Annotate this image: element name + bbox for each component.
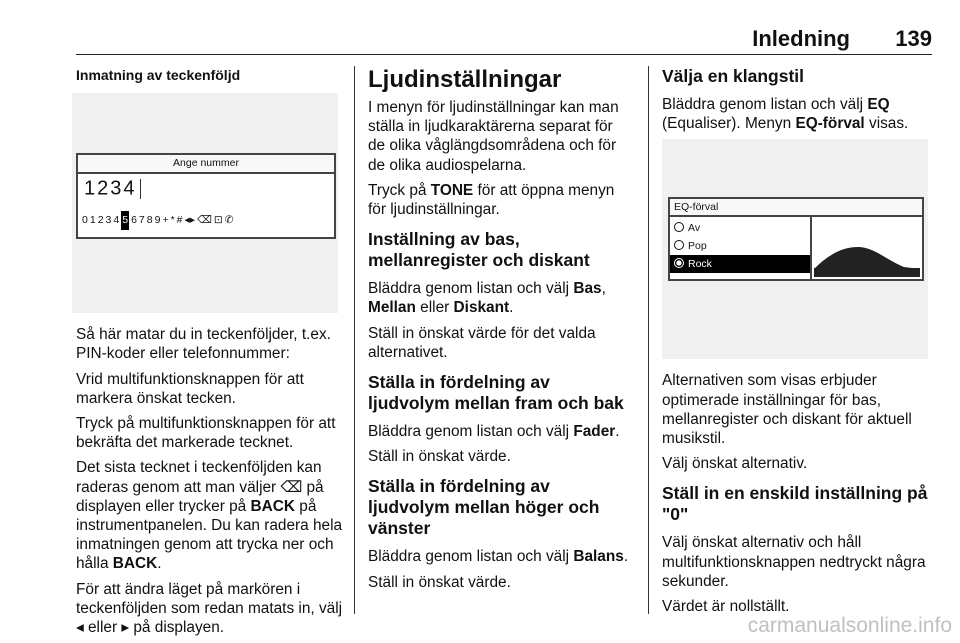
preset-list: [670, 219, 810, 273]
paragraph: Alternativen som visas erbjuder optimerade inställningar för bas, mellanregister och diskant för aktuell musikstil.: [662, 372, 912, 448]
character-key[interactable]: ⊡: [213, 214, 223, 227]
column-3: [662, 66, 928, 622]
paragraph: Bläddra genom listan och välj Balans.: [368, 548, 629, 566]
character-key[interactable]: 4: [113, 214, 120, 227]
page-header: [76, 26, 932, 55]
subheading: Ställa in fördelning av ljudvolym mellan höger och vänster: [368, 476, 600, 539]
radio-icon: [674, 222, 684, 232]
paragraph: Bläddra genom listan och välj Bas, Mellan eller Diskant.: [368, 280, 606, 317]
figure-number-entry: [72, 93, 338, 313]
paragraph: Ställ in önskat värde för det valda alternativet.: [368, 324, 596, 361]
character-key[interactable]: *: [170, 214, 175, 227]
paragraph: Så här matar du in teckenföljder, t.ex. PIN-koder eller telefonnummer:: [76, 326, 331, 363]
chapter-title: Inledning: [752, 26, 850, 51]
preset-option[interactable]: Pop: [670, 237, 810, 255]
column-divider: [354, 66, 355, 614]
radio-icon: [674, 258, 684, 268]
paragraph: Bläddra genom listan och välj EQ (Equaliser). Menyn EQ-förval visas.: [662, 96, 909, 133]
backspace-icon: ⌫: [280, 478, 303, 496]
column-2: [368, 66, 634, 598]
watermark: carmanualsonline.info: [747, 614, 952, 637]
display-screen: [668, 197, 924, 281]
character-key[interactable]: +: [162, 214, 169, 227]
character-key[interactable]: 3: [105, 214, 112, 227]
character-key[interactable]: 9: [154, 214, 161, 227]
paragraph: Välj önskat alternativ och håll multifunktionsknappen nedtryckt några sekunder.: [662, 534, 926, 590]
page-number: 139: [895, 26, 932, 51]
paragraph: För att ändra läget på markören i teckenföljden som redan matats in, välj ◂ eller ▸ på displayen.: [76, 580, 343, 637]
section-heading: Ljudinställningar: [368, 66, 562, 93]
radio-icon: [674, 240, 684, 250]
paragraph: Välj önskat alternativ.: [662, 455, 808, 473]
display-screen: [76, 153, 336, 239]
section-heading: Välja en klangstil: [662, 66, 804, 86]
character-key[interactable]: ⌫: [197, 214, 212, 227]
eq-curve-graphic: [814, 221, 920, 277]
column-1: [76, 66, 344, 643]
character-key[interactable]: 2: [97, 214, 104, 227]
subheading: Inställning av bas, mellanregister och diskant: [368, 229, 590, 271]
character-key[interactable]: 8: [146, 214, 153, 227]
preset-option[interactable]: Rock: [670, 255, 810, 273]
screen-title: EQ-förval: [670, 199, 922, 217]
figure-eq-presets: [662, 139, 928, 359]
screen-title: Ange nummer: [78, 155, 334, 174]
column-divider: [648, 66, 649, 614]
character-key[interactable]: 6: [131, 214, 137, 227]
character-key[interactable]: 0: [82, 214, 88, 227]
character-key[interactable]: 7: [138, 214, 145, 227]
character-key[interactable]: ✆: [224, 214, 234, 227]
subheading: Ställa in fördelning av ljudvolym mellan fram och bak: [368, 372, 624, 414]
paragraph: Tryck på TONE för att öppna menyn för ljudinställningar.: [368, 181, 615, 219]
paragraph: Bläddra genom listan och välj Fader.: [368, 423, 620, 441]
preset-option[interactable]: Av: [670, 219, 810, 237]
subheading: Ställ in en enskild inställning på "0": [662, 483, 928, 525]
character-key[interactable]: 5: [121, 211, 129, 230]
character-key[interactable]: 1: [89, 214, 96, 227]
paragraph: Vrid multifunktionsknappen för att markera önskat tecken.: [76, 370, 304, 407]
paragraph: Ställ in önskat värde.: [368, 573, 511, 591]
paragraph: Ställ in önskat värde.: [368, 448, 511, 466]
paragraph: Det sista tecknet i teckenföljden kan raderas genom att man väljer ⌫ på displayen eller trycker på BACK på instrumentpanelen. Du kan radera hela inmatningen genom att trycka ner och hålla BACK.: [76, 459, 343, 573]
paragraph: I menyn för ljudinställningar kan man ställa in ljudkaraktärerna separat för de olika våglängdsområdena och för de olika audiospelarna.: [368, 99, 619, 174]
entered-digits: 1234: [84, 179, 141, 199]
character-row: [82, 211, 236, 230]
character-key[interactable]: #: [176, 214, 183, 227]
section-heading: Inmatning av teckenföljd: [76, 67, 241, 83]
paragraph: Värdet är nollställt.: [662, 598, 790, 616]
character-key[interactable]: ◂▸: [184, 214, 196, 227]
paragraph: Tryck på multifunktionsknappen för att bekräfta det markerade tecknet.: [76, 415, 336, 452]
